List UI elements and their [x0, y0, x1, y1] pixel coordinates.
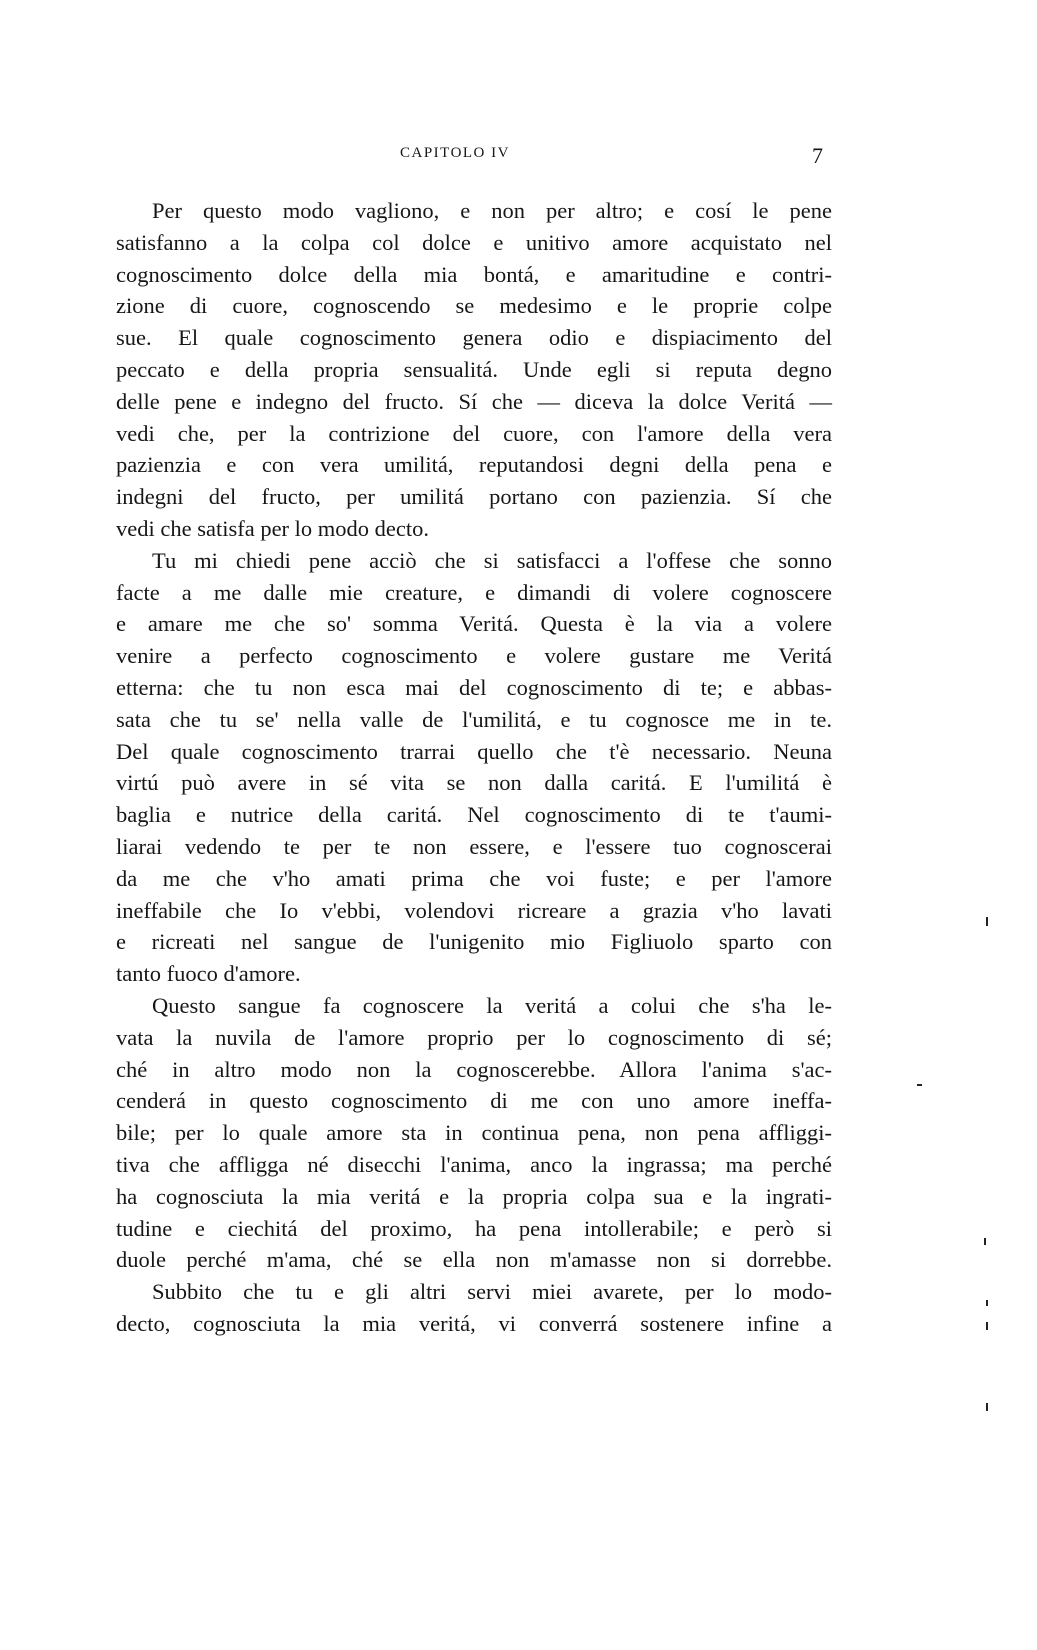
text-line: virtú può avere in sé vita se non dalla caritá. E l'umilitá è: [116, 770, 832, 796]
text-line: tanto fuoco d'amore.: [116, 961, 301, 987]
text-line: ineffabile che Io v'ebbi, volendovi ricreare a grazia v'ho lavati: [116, 897, 832, 923]
text-line: Subbito che tu e gli altri servi miei avarete, per lo modo-: [152, 1279, 832, 1305]
page-number: 7: [812, 143, 823, 168]
text-line: peccato e della propria sensualitá. Unde egli si reputa degno: [116, 356, 832, 382]
text-line: venire a perfecto cognoscimento e volere gustare me Veritá: [116, 643, 832, 669]
running-title: CAPITOLO IV: [400, 145, 510, 161]
text-line: ha cognosciuta la mia veritá e la propria colpa sua e la ingrati-: [116, 1183, 832, 1209]
text-line: bile; per lo quale amore sta in continua pena, non pena affliggi-: [116, 1120, 832, 1146]
scan-speck: [986, 1403, 988, 1411]
text-line: liarai vedendo te per te non essere, e l'essere tuo cognoscerai: [116, 833, 832, 859]
text-line: delle pene e indegno del fructo. Sí che — diceva la dolce Veritá —: [116, 388, 832, 414]
scan-speck: [986, 1300, 988, 1306]
text-line: satisfanno a la colpa col dolce e unitivo amore acquistato nel: [116, 229, 832, 255]
text-line: e amare me che so' somma Veritá. Questa è la via a volere: [116, 611, 832, 637]
text-line: vata la nuvila de l'amore proprio per lo cognoscimento di sé;: [116, 1024, 832, 1050]
text-line: decto, cognosciuta la mia veritá, vi converrá sostenere infine a: [116, 1310, 832, 1336]
text-line: sata che tu se' nella valle de l'umilitá, e tu cognosce me in te.: [116, 706, 832, 732]
text-line: vedi che, per la contrizione del cuore, con l'amore della vera: [116, 420, 832, 446]
scan-speck: [986, 917, 988, 926]
text-line: etterna: che tu non esca mai del cognoscimento di te; e abbas-: [116, 674, 832, 700]
text-line: da me che v'ho amati prima che voi fuste; e per l'amore: [116, 865, 832, 891]
text-line: tudine e ciechitá del proximo, ha pena intollerabile; e però si: [116, 1215, 832, 1241]
scan-speck: [984, 1238, 986, 1245]
text-line: vedi che satisfa per lo modo decto.: [116, 515, 430, 541]
text-line: zione di cuore, cognoscendo se medesimo e le proprie colpe: [116, 293, 832, 319]
text-line: Del quale cognoscimento trarrai quello che t'è necessario. Neuna: [116, 738, 832, 764]
text-line: sue. El quale cognoscimento genera odio e dispiacimento del: [116, 325, 832, 351]
text-line: tiva che affligga né disecchi l'anima, anco la ingrassa; ma perché: [116, 1151, 832, 1177]
text-line: cenderá in questo cognoscimento di me con uno amore ineffa-: [116, 1088, 832, 1114]
text-line: Questo sangue fa cognoscere la veritá a colui che s'ha le-: [152, 992, 832, 1018]
text-line: e ricreati nel sangue de l'unigenito mio Figliuolo sparto con: [116, 929, 832, 955]
text-line: ché in altro modo non la cognoscerebbe. Allora l'anima s'ac-: [116, 1056, 832, 1082]
text-line: baglia e nutrice della caritá. Nel cognoscimento di te t'aumi-: [116, 802, 832, 828]
body-text: [116, 195, 832, 1340]
scan-speck: [986, 1322, 988, 1330]
text-line: cognoscimento dolce della mia bontá, e amaritudine e contri-: [116, 261, 832, 287]
scan-speck: [917, 1084, 922, 1086]
text-line: Tu mi chiedi pene acciò che si satisfacci a l'offese che sonno: [152, 547, 832, 573]
text-line: Per questo modo vagliono, e non per altro; e cosí le pene: [152, 198, 832, 223]
text-line: pazienzia e con vera umilitá, reputandosi degni della pena e: [116, 452, 832, 478]
text-line: duole perché m'ama, ché se ella non m'amasse non si dorrebbe.: [116, 1247, 832, 1273]
text-line: indegni del fructo, per umilitá portano con pazienzia. Sí che: [116, 484, 832, 510]
text-line: facte a me dalle mie creature, e dimandi di volere cognoscere: [116, 579, 832, 605]
